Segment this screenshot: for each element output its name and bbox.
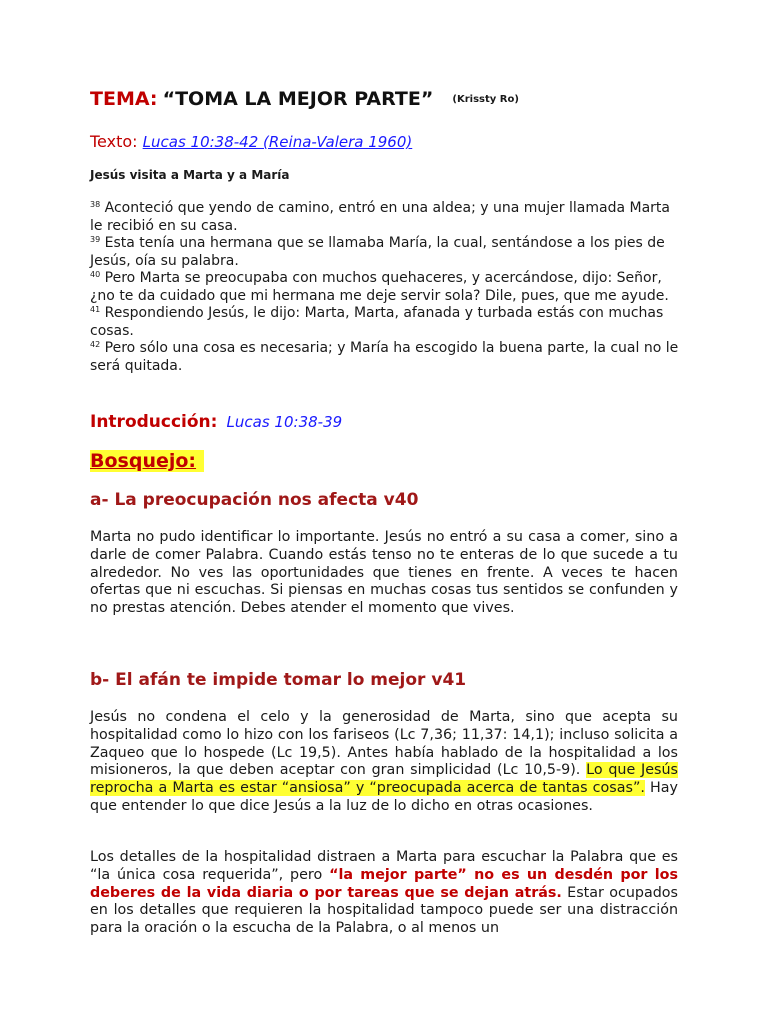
introduccion-label: Introducción: <box>90 412 218 432</box>
introduccion-line <box>90 412 342 432</box>
verse-42 <box>90 340 680 375</box>
paragraph-text: Estar ocupados en los detalles que requieren la hospitalidad tampoco puede ser una distracción para la oración o la escucha de la Palabra, o al menos un <box>90 884 678 937</box>
verse-number: 40 <box>90 270 101 279</box>
verse-text: Esta tenía una hermana que se llamaba María, la cual, sentándose a los pies de Jesús, oía su palabra. <box>90 235 665 269</box>
texto-label: Texto: <box>90 132 138 151</box>
verse-text: Respondiendo Jesús, le dijo: Marta, Marta, afanada y turbada estás con muchas cosas. <box>90 305 664 339</box>
tema-label: TEMA: <box>90 88 158 110</box>
paragraph-text: Los detalles de la hospitalidad distraen a Marta para escuchar la Palabra que es “la única cosa requerida”, pero <box>90 849 678 883</box>
introduccion-reference: Lucas 10:38-39 <box>226 413 343 431</box>
verse-39 <box>90 235 680 270</box>
verse-number: 41 <box>90 305 101 314</box>
verse-number: 42 <box>90 340 101 349</box>
paragraph-text: Hay que entender lo que dice Jesús a la luz de lo dicho en otras ocasiones. <box>90 780 678 814</box>
author-credit: (Krissty Ro) <box>452 94 519 105</box>
verse-number: 38 <box>90 200 101 209</box>
verse-38 <box>90 200 680 235</box>
passage-subheading: Jesús visita a Marta y a María <box>90 168 290 182</box>
bosquejo-label: Bosquejo: <box>90 450 204 472</box>
verse-number: 39 <box>90 235 101 244</box>
scripture-reference-link[interactable]: Lucas 10:38-42 (Reina-Valera 1960) <box>142 133 413 151</box>
section-b-paragraph <box>90 709 678 816</box>
verse-41 <box>90 305 680 340</box>
verse-text: Aconteció que yendo de camino, entró en una aldea; y una mujer llamada Marta le recibió en su casa. <box>90 200 670 234</box>
verse-40 <box>90 270 680 305</box>
verse-text: Pero sólo una cosa es necesaria; y María ha escogido la buena parte, la cual no le será quitada. <box>90 340 679 374</box>
highlighted-text: Lo que Jesús reprocha a Marta es estar “ansiosa” y “preocupada acerca de tantas cosas”. <box>90 762 678 797</box>
texto-line <box>90 132 412 151</box>
section-a-paragraph: Marta no pudo identificar lo importante. Jesús no entró a su casa a comer, sino a darle de comer Palabra. Cuando estás tenso no te enteras de lo que sucede a tu alrededor. No ves las oportunidades que tienes en frente. A veces te hacen ofertas que ni escuchas. Si piensas en muchas cosas tus sentidos se confunden y no prestas atención. Debes atender el momento que vives. <box>90 529 678 617</box>
verse-text: Pero Marta se preocupaba con muchos quehaceres, y acercándose, dijo: Señor, ¿no te da cuidado que mi hermana me deje servir sola? Dile, pues, que me ayude. <box>90 270 669 304</box>
section-a-heading: a- La preocupación nos afecta v40 <box>90 490 419 510</box>
section-b-paragraph-2 <box>90 849 678 938</box>
bosquejo-heading <box>90 450 204 472</box>
paragraph-text: Jesús no condena el celo y la generosidad de Marta, sino que acepta su hospitalidad como lo hizo con los fariseos (Lc 7,36; 11,37: 14,1); incluso solicita a Zaqueo que lo hospede (Lc 19,5). Antes había hablado de la hospitalidad a los misioneros, la que deben aceptar con gran simplicidad (Lc 10,5-9). <box>90 709 678 779</box>
tema-title: “TOMA LA MEJOR PARTE” <box>162 88 434 110</box>
tema-line <box>90 88 519 110</box>
section-b-heading: b- El afán te impide tomar lo mejor v41 <box>90 670 467 690</box>
emphasized-text: “la mejor parte” no es un desdén por los deberes de la vida diaria o por tareas que se dejan atrás. <box>90 866 678 901</box>
scripture-verses <box>90 200 680 375</box>
